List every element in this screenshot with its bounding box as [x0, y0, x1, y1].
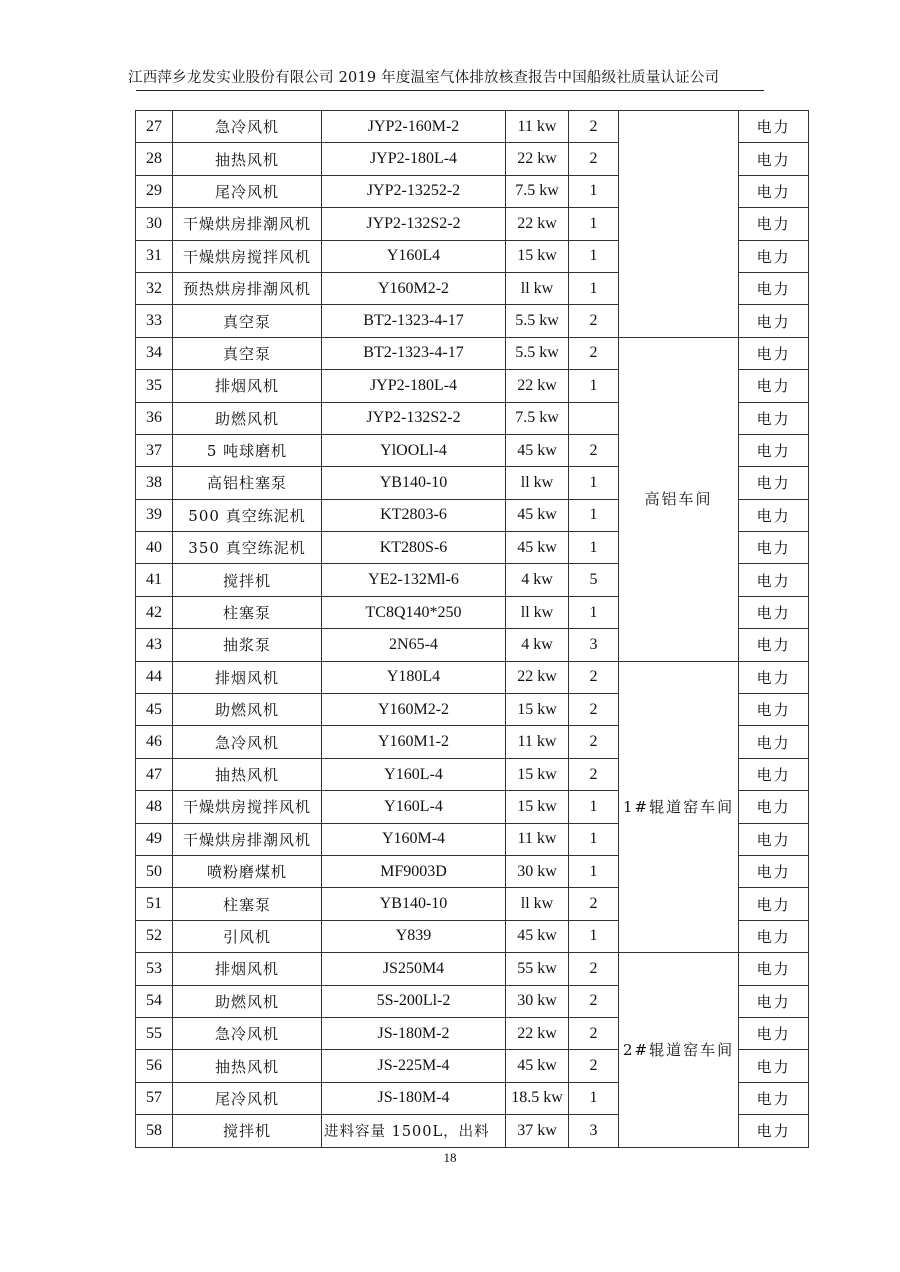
energy-type: 电力 [739, 985, 809, 1017]
equipment-model: JS-180M-2 [322, 1017, 506, 1049]
row-number: 30 [136, 208, 173, 240]
row-number: 57 [136, 1082, 173, 1114]
quantity: 2 [569, 888, 619, 920]
energy-type: 电力 [739, 337, 809, 369]
rated-power: 45 kw [506, 920, 569, 952]
energy-type: 电力 [739, 143, 809, 175]
header-rule [136, 90, 764, 91]
rated-power: 22 kw [506, 370, 569, 402]
rated-power: 15 kw [506, 791, 569, 823]
equipment-name: 急冷风机 [173, 726, 322, 758]
equipment-model: JS-180M-4 [322, 1082, 506, 1114]
equipment-name: 真空泵 [173, 305, 322, 337]
equipment-model: JS250M4 [322, 953, 506, 985]
equipment-name: 排烟风机 [173, 953, 322, 985]
equipment-name: 干燥烘房排潮风机 [173, 208, 322, 240]
rated-power: 45 kw [506, 434, 569, 466]
report-header: 江西萍乡龙发实业股份有限公司 2019 年度温室气体排放核查报告中国船级社质量认证公司 [128, 70, 720, 86]
energy-type: 电力 [739, 661, 809, 693]
energy-type: 电力 [739, 434, 809, 466]
equipment-name: 柱塞泵 [173, 596, 322, 628]
equipment-name: 搅拌机 [173, 1115, 322, 1147]
row-number: 43 [136, 629, 173, 661]
quantity: 2 [569, 985, 619, 1017]
equipment-name: 干燥烘房排潮风机 [173, 823, 322, 855]
rated-power: 18.5 kw [506, 1082, 569, 1114]
energy-type: 电力 [739, 694, 809, 726]
row-number: 48 [136, 791, 173, 823]
energy-type: 电力 [739, 596, 809, 628]
energy-type: 电力 [739, 823, 809, 855]
rated-power: 22 kw [506, 143, 569, 175]
quantity: 2 [569, 758, 619, 790]
equipment-name: 预热烘房排潮风机 [173, 272, 322, 304]
equipment-model: YE2-132Ml-6 [322, 564, 506, 596]
quantity: 1 [569, 920, 619, 952]
quantity: 3 [569, 629, 619, 661]
equipment-name: 真空泵 [173, 337, 322, 369]
row-number: 51 [136, 888, 173, 920]
quantity: 1 [569, 240, 619, 272]
row-number: 55 [136, 1017, 173, 1049]
rated-power: 4 kw [506, 564, 569, 596]
row-number: 28 [136, 143, 173, 175]
quantity: 1 [569, 272, 619, 304]
energy-type: 电力 [739, 499, 809, 531]
equipment-name: 抽浆泵 [173, 629, 322, 661]
rated-power: 45 kw [506, 499, 569, 531]
equipment-model: JYP2-132S2-2 [322, 402, 506, 434]
workshop-location: 高铝车间 [619, 337, 739, 661]
rated-power: 4 kw [506, 629, 569, 661]
rated-power: ll kw [506, 467, 569, 499]
row-number: 50 [136, 855, 173, 887]
table-row [136, 661, 809, 693]
energy-type: 电力 [739, 855, 809, 887]
rated-power: 15 kw [506, 758, 569, 790]
quantity: 1 [569, 791, 619, 823]
equipment-model: 5S-200Ll-2 [322, 985, 506, 1017]
rated-power: 5.5 kw [506, 305, 569, 337]
equipment-model: Y160M2-2 [322, 694, 506, 726]
quantity: 2 [569, 337, 619, 369]
equipment-model: Y839 [322, 920, 506, 952]
quantity: 1 [569, 532, 619, 564]
equipment-name: 助燃风机 [173, 985, 322, 1017]
rated-power: 5.5 kw [506, 337, 569, 369]
energy-type: 电力 [739, 111, 809, 143]
row-number: 56 [136, 1050, 173, 1082]
quantity: 1 [569, 467, 619, 499]
equipment-model: JYP2-160M-2 [322, 111, 506, 143]
equipment-model: YB140-10 [322, 467, 506, 499]
equipment-name: 喷粉磨煤机 [173, 855, 322, 887]
row-number: 58 [136, 1115, 173, 1147]
row-number: 47 [136, 758, 173, 790]
quantity: 3 [569, 1115, 619, 1147]
equipment-name: 抽热风机 [173, 1050, 322, 1082]
workshop-location [619, 111, 739, 338]
quantity: 2 [569, 1050, 619, 1082]
quantity: 1 [569, 1082, 619, 1114]
rated-power: ll kw [506, 272, 569, 304]
equipment-name: 干燥烘房搅拌风机 [173, 240, 322, 272]
table-row [136, 337, 809, 369]
quantity: 2 [569, 111, 619, 143]
row-number: 29 [136, 175, 173, 207]
rated-power: 7.5 kw [506, 175, 569, 207]
quantity: 5 [569, 564, 619, 596]
energy-type: 电力 [739, 467, 809, 499]
equipment-name: 助燃风机 [173, 402, 322, 434]
energy-type: 电力 [739, 1050, 809, 1082]
rated-power: 30 kw [506, 855, 569, 887]
quantity [569, 402, 619, 434]
equipment-model: JYP2-180L-4 [322, 370, 506, 402]
row-number: 33 [136, 305, 173, 337]
quantity: 1 [569, 175, 619, 207]
equipment-name: 助燃风机 [173, 694, 322, 726]
table-row [136, 111, 809, 143]
energy-type: 电力 [739, 1115, 809, 1147]
equipment-model: Y160M-4 [322, 823, 506, 855]
row-number: 49 [136, 823, 173, 855]
equipment-model: YB140-10 [322, 888, 506, 920]
quantity: 2 [569, 661, 619, 693]
equipment-model: JYP2-13252-2 [322, 175, 506, 207]
quantity: 2 [569, 143, 619, 175]
equipment-model: KT2803-6 [322, 499, 506, 531]
workshop-location: 1#辊道窑车间 [619, 661, 739, 953]
rated-power: 30 kw [506, 985, 569, 1017]
rated-power: 37 kw [506, 1115, 569, 1147]
energy-type: 电力 [739, 726, 809, 758]
row-number: 32 [136, 272, 173, 304]
rated-power: ll kw [506, 888, 569, 920]
rated-power: 15 kw [506, 240, 569, 272]
equipment-model: BT2-1323-4-17 [322, 337, 506, 369]
quantity: 2 [569, 726, 619, 758]
equipment-name: 抽热风机 [173, 143, 322, 175]
row-number: 36 [136, 402, 173, 434]
equipment-model: Y160M1-2 [322, 726, 506, 758]
energy-type: 电力 [739, 564, 809, 596]
equipment-name: 排烟风机 [173, 370, 322, 402]
equipment-name: 引风机 [173, 920, 322, 952]
equipment-model: Y160M2-2 [322, 272, 506, 304]
page-number: 18 [443, 1150, 457, 1165]
rated-power: 11 kw [506, 726, 569, 758]
energy-type: 电力 [739, 629, 809, 661]
equipment-name: 搅拌机 [173, 564, 322, 596]
equipment-name: 急冷风机 [173, 1017, 322, 1049]
energy-type: 电力 [739, 1017, 809, 1049]
row-number: 37 [136, 434, 173, 466]
equipment-model: Y160L-4 [322, 758, 506, 790]
equipment-model: JYP2-132S2-2 [322, 208, 506, 240]
quantity: 1 [569, 596, 619, 628]
rated-power: 55 kw [506, 953, 569, 985]
quantity: 2 [569, 694, 619, 726]
energy-type: 电力 [739, 888, 809, 920]
equipment-name: 干燥烘房搅拌风机 [173, 791, 322, 823]
equipment-name: 柱塞泵 [173, 888, 322, 920]
rated-power: 45 kw [506, 532, 569, 564]
equipment-model: 2N65-4 [322, 629, 506, 661]
energy-type: 电力 [739, 208, 809, 240]
energy-type: 电力 [739, 791, 809, 823]
rated-power: 45 kw [506, 1050, 569, 1082]
equipment-model: JS-225M-4 [322, 1050, 506, 1082]
row-number: 35 [136, 370, 173, 402]
row-number: 31 [136, 240, 173, 272]
equipment-model: TC8Q140*250 [322, 596, 506, 628]
equipment-name: 高铝柱塞泵 [173, 467, 322, 499]
energy-type: 电力 [739, 953, 809, 985]
equipment-model: Y160L4 [322, 240, 506, 272]
energy-type: 电力 [739, 175, 809, 207]
rated-power: 11 kw [506, 111, 569, 143]
quantity: 1 [569, 499, 619, 531]
table-row [136, 953, 809, 985]
row-number: 46 [136, 726, 173, 758]
equipment-model: MF9003D [322, 855, 506, 887]
energy-type: 电力 [739, 920, 809, 952]
quantity: 2 [569, 434, 619, 466]
quantity: 1 [569, 370, 619, 402]
equipment-model: YlOOLl-4 [322, 434, 506, 466]
row-number: 27 [136, 111, 173, 143]
rated-power: 22 kw [506, 208, 569, 240]
row-number: 40 [136, 532, 173, 564]
equipment-model: Y160L-4 [322, 791, 506, 823]
row-number: 42 [136, 596, 173, 628]
row-number: 44 [136, 661, 173, 693]
rated-power: 7.5 kw [506, 402, 569, 434]
equipment-model: Y180L4 [322, 661, 506, 693]
equipment-name: 抽热风机 [173, 758, 322, 790]
energy-type: 电力 [739, 370, 809, 402]
rated-power: ll kw [506, 596, 569, 628]
row-number: 39 [136, 499, 173, 531]
rated-power: 15 kw [506, 694, 569, 726]
equipment-name: 排烟风机 [173, 661, 322, 693]
equipment-model: JYP2-180L-4 [322, 143, 506, 175]
equipment-name: 急冷风机 [173, 111, 322, 143]
energy-type: 电力 [739, 402, 809, 434]
row-number: 45 [136, 694, 173, 726]
quantity: 1 [569, 855, 619, 887]
quantity: 2 [569, 953, 619, 985]
rated-power: 22 kw [506, 661, 569, 693]
equipment-table [135, 110, 809, 1148]
workshop-location: 2#辊道窑车间 [619, 953, 739, 1147]
quantity: 2 [569, 1017, 619, 1049]
rated-power: 11 kw [506, 823, 569, 855]
equipment-name: 尾冷风机 [173, 175, 322, 207]
equipment-name: 5 吨球磨机 [173, 434, 322, 466]
quantity: 2 [569, 305, 619, 337]
energy-type: 电力 [739, 758, 809, 790]
row-number: 38 [136, 467, 173, 499]
energy-type: 电力 [739, 1082, 809, 1114]
equipment-name: 500 真空练泥机 [173, 499, 322, 531]
energy-type: 电力 [739, 305, 809, 337]
equipment-model: BT2-1323-4-17 [322, 305, 506, 337]
row-number: 52 [136, 920, 173, 952]
energy-type: 电力 [739, 272, 809, 304]
quantity: 1 [569, 823, 619, 855]
row-number: 53 [136, 953, 173, 985]
quantity: 1 [569, 208, 619, 240]
rated-power: 22 kw [506, 1017, 569, 1049]
equipment-model: 进料容量 1500L，出料 [322, 1115, 506, 1147]
energy-type: 电力 [739, 240, 809, 272]
energy-type: 电力 [739, 532, 809, 564]
equipment-model: KT280S-6 [322, 532, 506, 564]
row-number: 34 [136, 337, 173, 369]
equipment-name: 尾冷风机 [173, 1082, 322, 1114]
row-number: 41 [136, 564, 173, 596]
equipment-name: 350 真空练泥机 [173, 532, 322, 564]
row-number: 54 [136, 985, 173, 1017]
